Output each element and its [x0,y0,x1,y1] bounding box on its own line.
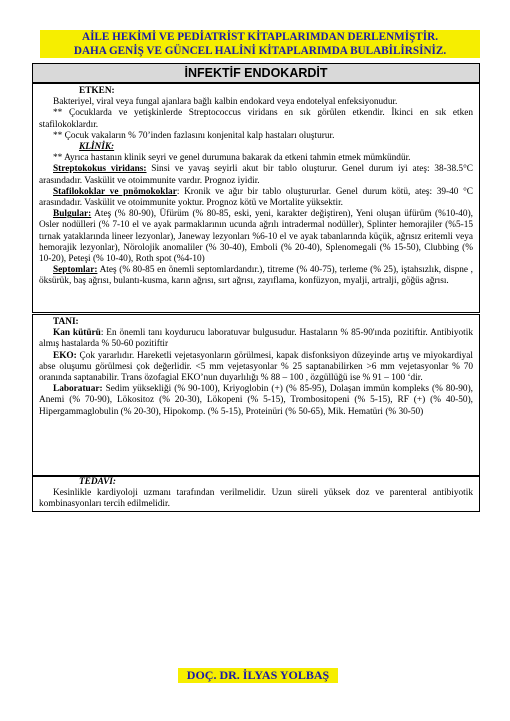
tani-lab-paragraph [39,384,473,418]
klinik-paragraph-1: ** Ayrıca hastanın klinik seyri ve genel durumuna bakarak da etkeni tahmin etmek mümkündür. [53,153,411,164]
header-banner [40,30,480,58]
banner-line-2: DAHA GENİŞ VE GÜNCEL HALİNİ KİTAPLARIMDA BULABİLİRSİNİZ. [73,45,447,57]
etken-klinik-section [32,83,480,313]
eko-text: Çok yararlıdır. Hareketli vejetasyonların görülmesi, kapak disfonksiyon düzeyinde artış ve miyokardiyal abse oluşumu görülmesi çok değerlidir. <5 mm vejetasyonlar % 25 saptanabilirken >6 mm vejetasyonlar % 70 oranında saptanabilir. Trans özofagial EKO’nun duyarlılığı % 88 – 100 , özgüllüğü ise % 91 – 100 ‘dir. [39,350,473,384]
page-title: İNFEKTİF ENDOKARDİT [32,63,480,83]
bulgu-label: Bulgular: [53,209,92,220]
strep-label: Streptokokus viridans: [53,164,147,175]
tedavi-section [32,476,480,512]
etken-paragraph-1: Bakteriyel, viral veya fungal ajanlara bağlı kalbin endokard veya endotelyal enfeksiyonudur. [53,97,398,108]
klinik-bulgu-paragraph [39,209,473,265]
banner-line-1: AİLE HEKİMİ VE PEDİATRİST KİTAPLARIMDAN DERLENMİŞTİR. [82,31,438,43]
lab-text: Sedim yüksekliği (% 90-100), Kriyoglobin (+) (% 85-95), Dolaşan immün kompleks (% 80-90), Anemi (% 70-90), Lökositoz (% 20-30), Lökopeni (% 5-15), Trombositopeni (% 5-15), RF (+) (% 40-50), Hipergammaglobulin (% 20-30), Hipokomp. (% 5-15), Proteinüri (% 50-65), Mik. Hematüri (% 30-50) [39,384,473,417]
eko-label: EKO: [53,350,77,361]
kan-label: Kan kütürü [53,328,101,339]
tedavi-heading: TEDAVİ: [79,477,117,487]
klinik-septom-paragraph [39,265,473,287]
tani-heading: TANI: [53,317,79,327]
bulgu-text: Ateş (% 80-90), Üfürüm (% 80-85, eski, yeni, karakter değiştiren), Yeni oluşan üfürüm (%10-40), Osler nodülleri (% 7-10 el ve ayak parmaklarının ucunda ağrılı intradermal nodüller), Splinter hemorajiler (%5-15 tırnak yataklarında lineer lezyonlar), Janeway lezyonları %6-10 el ve ayak tabanlarında küçük, ağrısız eritemli veya hemorajik lezyonlar), Nörolojik anomaliler (% 30-40), Emboli (% 20-40), Splenomegali (% 15-50), Clubbing (% 10-20), Peteşi (% 10-40), Roth spot (%4-10) [39,209,473,265]
klinik-strep-paragraph [39,164,473,186]
staf-label: Stafilokoklar ve pnömokoklar [53,186,177,197]
tani-section [32,314,480,476]
kan-text: : En önemli tanı koydurucu laboratuvar bulgusudur. Hastaların % 85-90'ında pozitiftir. Antibiyotik almış hastalarda % 50-60 pozitiftir [39,328,473,350]
tedavi-paragraph: Kesinlikle kardiyoloji uzmanı tarafından verilmelidir. Uzun süreli yüksek doz ve parenteral antibiyotik kombinasyonları tercih edilmelidir. [39,488,473,510]
author-name: DOÇ. DR. İLYAS YOLBAŞ [178,668,338,683]
klinik-staf-paragraph [39,187,473,209]
tani-kan-paragraph [39,328,473,350]
etken-heading: ETKEN: [79,86,115,96]
lab-label: Laboratuar: [53,384,103,395]
tani-eko-paragraph [39,351,473,385]
septom-text: Ateş (% 80-85 en önemli septomlardandır.), titreme (% 40-75), terleme (% 25), iştahsızlık, dispne , öksürük, baş ağrısı, bulantı-kusma, karın ağrısı, sırt ağrısı, zayıflama, konfüzyon, myalji, artralji, göğüs ağrısı. [39,265,473,287]
staf-text: : Kronik ve ağır bir tablo oluştururlar. Genel durum kötü, ateş: 39-40 °C arasındadır. Vaskülit ve otoimmunite yoktur. Prognoz kötü ve Mortalite yüksektir. [39,186,473,209]
klinik-heading: KLİNİK: [79,142,115,153]
strep-text: Sinsi ve yavaş seyirli akut bir tablo oluşturur. Genel durum iyi ateş: 38-38.5°C arasındadır. Vaskülit ve otoimmunite vardır. Prognoz iyidir. [39,164,473,186]
etken-paragraph-3: ** Çocuk vakaların % 70’inden fazlasını konjenital kalp hastaları oluşturur. [53,130,335,141]
etken-paragraph-2: ** Çocuklarda ve yetişkinlerde Streptococcus viridans en sık görülen etkendir. İkinci en sık etken stafilokoklardır. [39,108,473,130]
septom-label: Septomlar: [53,265,98,276]
